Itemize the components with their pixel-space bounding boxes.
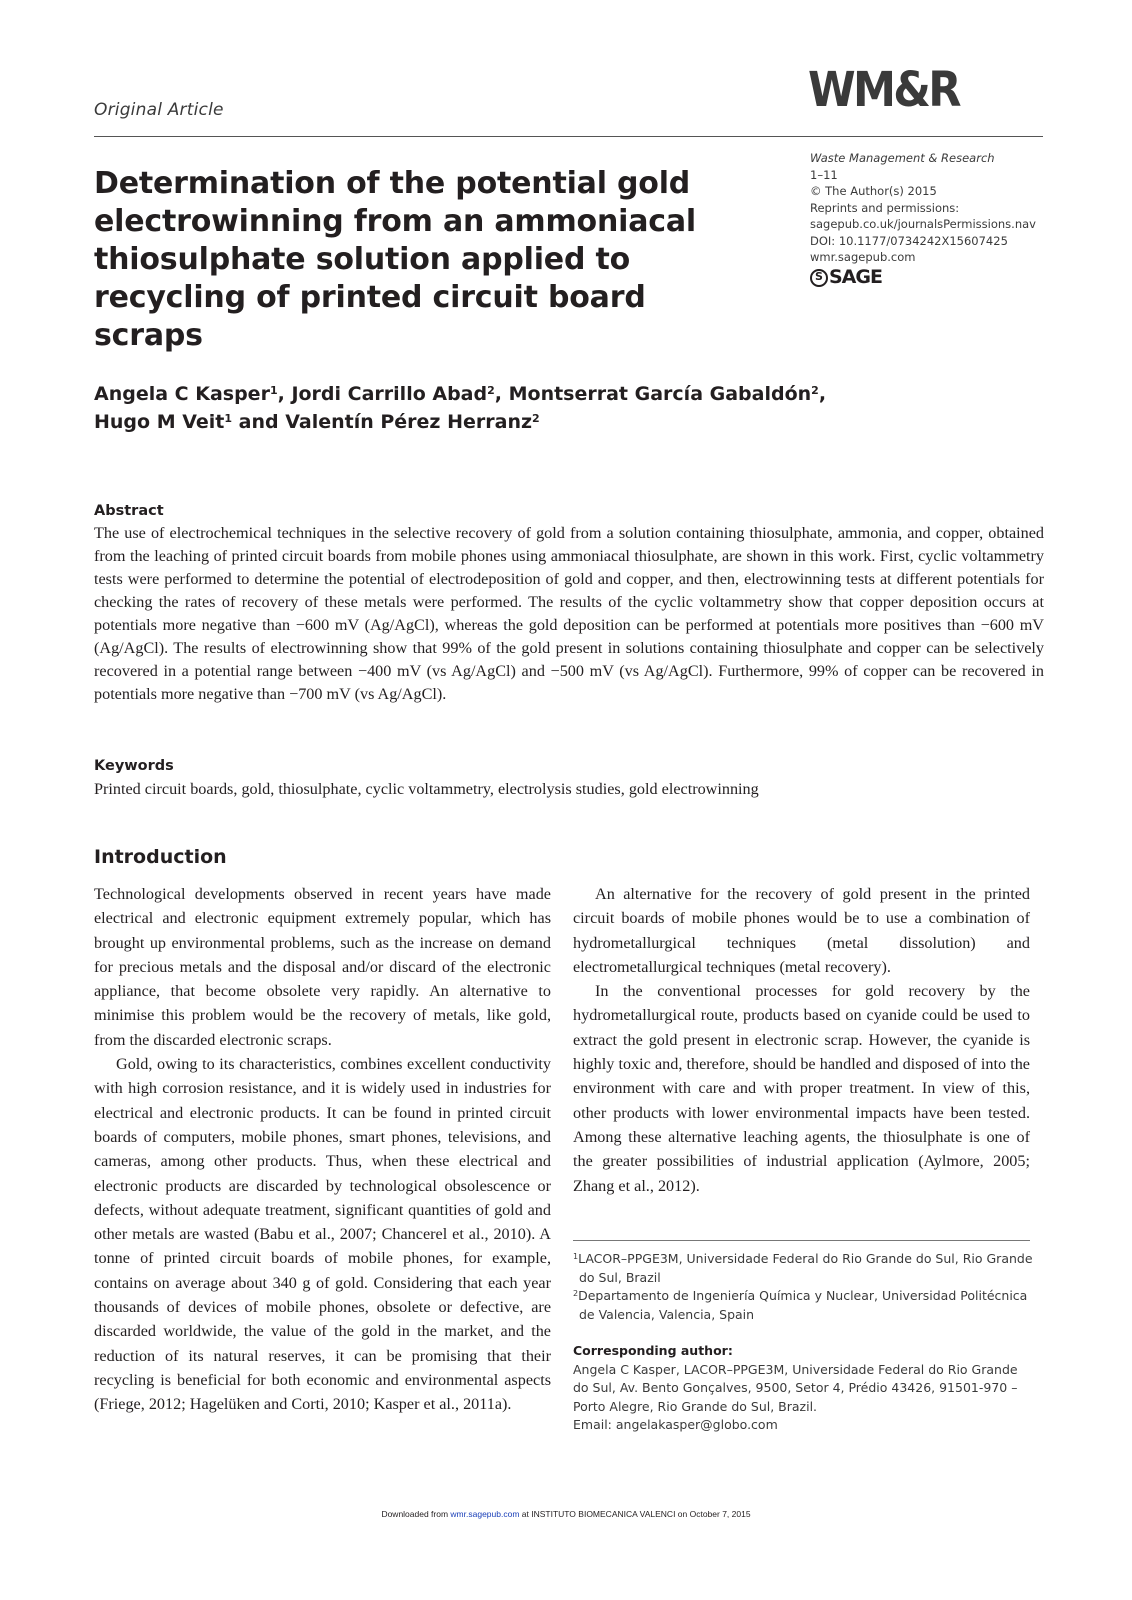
body-paragraph: In the conventional processes for gold recovery by the hydrometallurgical route, products based on cyanide could be used to extract the gold present in electronic scrap. However, the cyanide is highly toxic and, therefore, should be handled and disposed of into the environment with care and with proper treatment. In view of this, other products with lower environmental impacts have been tested. Among these alternative leaching agents, the thiosulphate is one of the greater possibilities of industrial application (Aylmore, 2005; Zhang et al., 2012). bbox=[573, 982, 1030, 1195]
author-affiliation-marker: 2 bbox=[487, 384, 495, 397]
header-divider bbox=[94, 136, 1043, 137]
journal-name: Waste Management & Research bbox=[810, 151, 995, 165]
author-separator: , bbox=[277, 383, 292, 405]
affiliation-number: 1 bbox=[573, 1252, 579, 1261]
download-note-suffix: at INSTITUTO BIOMECANICA VALENCI on October 7, 2015 bbox=[519, 1509, 751, 1519]
doi[interactable]: DOI: 10.1177/0734242X15607425 bbox=[810, 233, 1008, 248]
body-paragraph: Technological developments observed in recent years have made electrical and electronic equipment extremely popular, which has brought up environmental problems, such as the increase on demand for precious metals and the disposal and/or discard of the electronic appliance, that become obsolete very rapidly. An alternative to minimise this problem would be the recovery of metals, like gold, from the discarded electronic scraps. bbox=[94, 885, 551, 1049]
author-affiliation-marker: 1 bbox=[269, 384, 278, 397]
keywords-heading: Keywords bbox=[94, 758, 174, 774]
reprints-link[interactable]: sagepub.co.uk/journalsPermissions.nav bbox=[810, 217, 1036, 231]
journal-logo: WM&R bbox=[808, 62, 959, 118]
author-affiliation-marker: 2 bbox=[532, 412, 540, 425]
author-name: Valentín Pérez Herranz bbox=[285, 411, 533, 433]
footnote-divider bbox=[573, 1240, 1030, 1241]
download-note-prefix: Downloaded from bbox=[381, 1509, 451, 1519]
affiliation-item bbox=[573, 1250, 1033, 1287]
abstract-heading: Abstract bbox=[94, 503, 164, 519]
corresponding-author bbox=[573, 1342, 1033, 1435]
introduction-heading: Introduction bbox=[94, 846, 227, 868]
journal-website[interactable]: wmr.sagepub.com bbox=[810, 250, 916, 264]
author-name: Angela C Kasper bbox=[94, 383, 270, 405]
author-name: Montserrat García Gabaldón bbox=[508, 383, 812, 405]
body-paragraph: An alternative for the recovery of gold present in the printed circuit boards of mobile phones would be to use a combination of hydrometallurgical techniques (metal dissolution) and electrometallurgical techniques (metal recovery). bbox=[573, 885, 1030, 976]
author-separator: and bbox=[232, 411, 286, 433]
corresponding-author-email[interactable]: Email: angelakasper@globo.com bbox=[573, 1417, 778, 1432]
keywords-text: Printed circuit boards, gold, thiosulphate, cyclic voltammetry, electrolysis studies, gold electrowinning bbox=[94, 780, 759, 798]
author-affiliation-marker: 2 bbox=[811, 384, 819, 397]
author-affiliation-marker: 1 bbox=[224, 412, 233, 425]
author-separator: , bbox=[818, 383, 827, 405]
affiliation-item bbox=[573, 1287, 1033, 1324]
article-title: Determination of the potential gold electrowinning from an ammoniacal thiosulphate solution applied to recycling of printed circuit board scraps bbox=[94, 166, 696, 353]
affiliation-text: Departamento de Ingeniería Química y Nuclear, Universidad Politécnica de Valencia, Valencia, Spain bbox=[578, 1288, 1028, 1322]
corresponding-author-label: Corresponding author: bbox=[573, 1343, 733, 1358]
body-paragraph: Gold, owing to its characteristics, combines excellent conductivity with high corrosion resistance, and it is widely used in industries for electrical and electronic products. It can be found in printed circuit boards of computers, mobile phones, smart phones, televisions, and cameras, among other products. Thus, when these electrical and electronic products are discarded by technological obsolescence or defects, without adequate treatment, significant quantities of gold and other metals are wasted (Babu et al., 2007; Chancerel et al., 2010). A tonne of printed circuit boards of mobile phones, for example, contains on average about 340 g of gold. Considering that each year thousands of devices of mobile phones, obsolete or defective, are discarded worldwide, the value of the gold in the market, and the reduction of its natural reserves, it can be promising that their recycling is beneficial for both economic and environmental aspects (Friege, 2012; Hagelüken and Corti, 2010; Kasper et al., 2011a). bbox=[94, 1055, 551, 1414]
author-list bbox=[94, 380, 1044, 436]
introduction-right-column bbox=[573, 882, 1030, 1198]
affiliation-number: 2 bbox=[573, 1289, 579, 1298]
publisher-name: SAGE bbox=[829, 266, 882, 289]
author-name: Hugo M Veit bbox=[94, 411, 225, 433]
publisher-logo bbox=[810, 266, 1050, 289]
page-range: 1–11 bbox=[810, 167, 838, 182]
affiliations bbox=[573, 1250, 1033, 1324]
author-separator: , bbox=[494, 383, 509, 405]
copyright: © The Author(s) 2015 bbox=[810, 184, 937, 198]
sage-logo-icon: S bbox=[810, 269, 828, 287]
reprints-label: Reprints and permissions: bbox=[810, 200, 960, 215]
affiliation-text: LACOR–PPGE3M, Universidade Federal do Rio Grande do Sul, Rio Grande do Sul, Brazil bbox=[578, 1251, 1033, 1285]
corresponding-author-address: Angela C Kasper, LACOR–PPGE3M, Universidade Federal do Rio Grande do Sul, Av. Bento Gonçalves, 9500, Setor 4, Prédio 43426, 91501-970 – Porto Alegre, Rio Grande do Sul, Brazil. bbox=[573, 1361, 1018, 1414]
article-type-label: Original Article bbox=[94, 100, 224, 120]
journal-info bbox=[810, 150, 1050, 287]
download-note bbox=[0, 1509, 1132, 1519]
author-name: Jordi Carrillo Abad bbox=[291, 383, 488, 405]
abstract-text: The use of electrochemical techniques in the selective recovery of gold from a solution containing thiosulphate, ammonia, and copper, obtained from the leaching of printed circuit boards from mobile phones using ammoniacal thiosulphate, are shown in this work. First, cyclic voltammetry tests were performed to determine the potential of electrodeposition of gold and copper, and then, electrowinning tests at different potentials for checking the rates of recovery of these metals were performed. The results of the cyclic voltammetry show that copper deposition occurs at potentials more negative than −600 mV (Ag/AgCl), whereas the gold deposition can be performed at potentials more positives than −600 mV (Ag/AgCl). The results of electrowinning show that 99% of the gold present in solutions containing thiosulphate and copper can be selectively recovered in a potential range between −400 mV (vs Ag/AgCl) and −500 mV (vs Ag/AgCl). Furthermore, 99% of copper can be recovered in potentials more negative than −700 mV (vs Ag/AgCl). bbox=[94, 524, 1044, 703]
introduction-left-column bbox=[94, 882, 551, 1417]
download-source-link[interactable]: wmr.sagepub.com bbox=[450, 1509, 520, 1519]
